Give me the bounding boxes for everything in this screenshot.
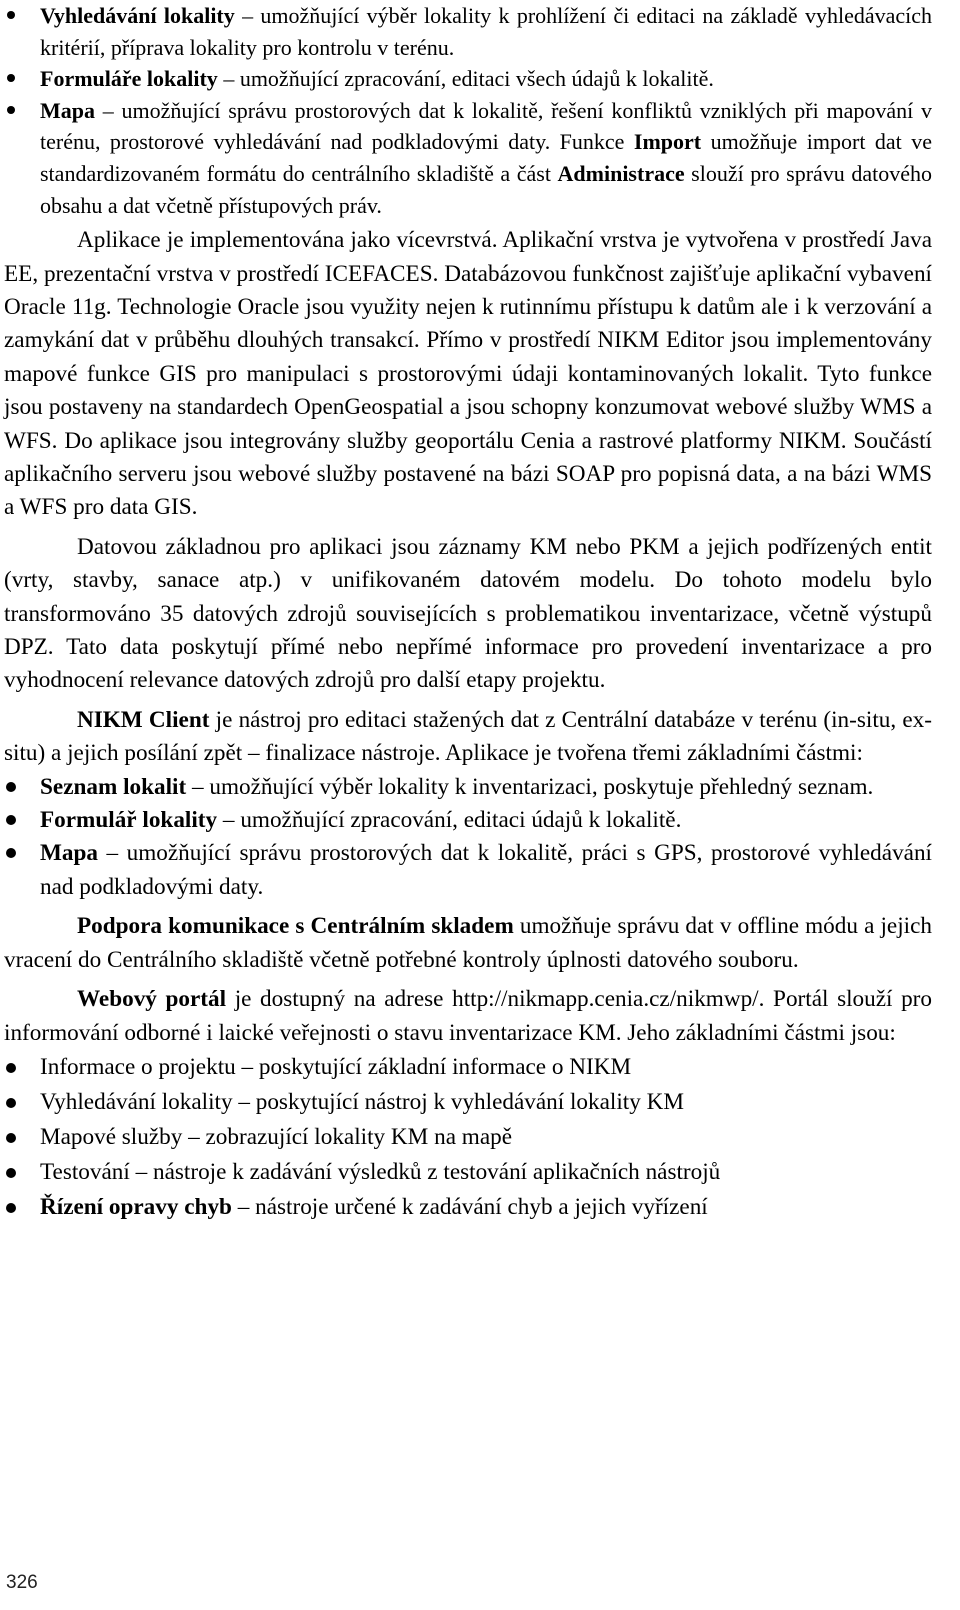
list-item-text: slouží pro správu datového obsahu a dat včetně přístupových práv. bbox=[40, 160, 933, 218]
list-item bbox=[4, 771, 932, 804]
list-item-term: Formulář lokality bbox=[40, 807, 218, 834]
list-item bbox=[4, 95, 932, 221]
list-item-text: – nástroje určené k zadávání chyb a jejich vyřízení bbox=[231, 1193, 708, 1220]
list-item bbox=[4, 1155, 932, 1190]
list-item-term: Mapa bbox=[40, 97, 95, 123]
paragraph-central-sync bbox=[4, 910, 932, 977]
paragraph-term: Podpora komunikace s Centrálním skladem bbox=[77, 913, 514, 940]
paragraph-term: NIKM Client bbox=[77, 706, 210, 733]
list-item bbox=[4, 837, 932, 904]
bullet-icon bbox=[6, 1133, 16, 1143]
paragraph-text: je dostupný na adrese bbox=[226, 986, 453, 1013]
portal-url-link[interactable]: http://nikmapp.cenia.cz/nikmwp/ bbox=[452, 986, 759, 1013]
list-item-term-import: Import bbox=[633, 129, 702, 155]
portal-parts-list bbox=[4, 1050, 932, 1225]
client-parts-list bbox=[4, 771, 932, 905]
list-item-term: Formuláře lokality bbox=[40, 66, 218, 92]
list-item bbox=[4, 63, 932, 95]
bullet-icon bbox=[6, 1063, 16, 1073]
list-item bbox=[4, 1120, 932, 1155]
bullet-icon bbox=[6, 815, 16, 825]
list-item bbox=[4, 0, 932, 63]
list-item-term: Řízení opravy chyb bbox=[40, 1193, 232, 1220]
page-number: 326 bbox=[6, 1572, 38, 1593]
list-item-text: umožňuje import dat ve standardizovaném formátu do centrálního skladiště a část bbox=[40, 129, 933, 186]
list-item-text: Mapové služby – zobrazující lokality KM na mapě bbox=[40, 1123, 512, 1150]
list-item bbox=[4, 1050, 932, 1085]
bullet-icon bbox=[6, 1098, 16, 1108]
paragraph-data-base: Datovou základnou pro aplikaci jsou záznamy KM nebo PKM a jejich podřízených entit (vrty, stavby, sanace atp.) v unifikovaném datovém modelu. Do tohoto modelu bylo transformováno 35 datových zdrojů souvisejících s problematikou inventarizace, včetně výstupů DPZ. Tato data poskytují přímé nebo nepřímé informace pro provedení inventarizace a pro vyhodnocení relevance datových zdrojů pro další etapy projektu. bbox=[4, 533, 932, 694]
list-item-text: Informace o projektu – poskytující základní informace o NIKM bbox=[40, 1053, 632, 1080]
editor-parts-list bbox=[4, 0, 932, 224]
list-item-term: Vyhledávání lokality bbox=[40, 3, 235, 28]
paragraph-nikm-client bbox=[4, 704, 932, 771]
bullet-icon bbox=[7, 74, 15, 82]
bullet-icon bbox=[6, 782, 16, 792]
list-item-term-administrace: Administrace bbox=[557, 160, 685, 186]
bullet-icon bbox=[6, 848, 16, 858]
list-item-text: Vyhledávání lokality – poskytující nástroj k vyhledávání lokality KM bbox=[40, 1088, 684, 1115]
bullet-icon bbox=[6, 1203, 16, 1213]
list-item bbox=[4, 1190, 932, 1225]
list-item-text: – umožňující zpracování, editaci všech údajů k lokalitě. bbox=[217, 66, 714, 92]
bullet-icon bbox=[7, 11, 15, 19]
list-item-text: Testování – nástroje k zadávání výsledků z testování aplikačních nástrojů bbox=[40, 1158, 721, 1185]
paragraph-text: je nástroj pro editaci stažených dat z Centrální databáze v terénu (in-situ, ex-situ) a jejich posílání zpět – finalizace nástroje. Aplikace je tvořena třemi základními částmi: bbox=[4, 706, 932, 767]
bullet-icon bbox=[7, 106, 15, 114]
list-item-text: – umožňující správu prostorových dat k lokalitě, práci s GPS, prostorové vyhledávání nad podkladovými daty. bbox=[40, 840, 932, 900]
page-body bbox=[4, 0, 932, 1225]
paragraph-term: Webový portál bbox=[77, 986, 227, 1013]
bullet-icon bbox=[6, 1168, 16, 1178]
paragraph-text: . Portál slouží pro informování odborné i laické veřejnosti o stavu inventarizace KM. Jeho základními částmi jsou: bbox=[4, 986, 933, 1046]
paragraph-web-portal bbox=[4, 983, 932, 1050]
list-item bbox=[4, 804, 932, 837]
list-item-text: – umožňující výběr lokality k prohlížení či editaci na základě vyhledávacích kritérií, příprava lokality pro kontrolu v terénu. bbox=[40, 3, 932, 60]
list-item-text: – umožňující správu prostorových dat k lokalitě, řešení konfliktů vzniklých při mapování v terénu, prostorové vyhledávání nad podkladovými daty. Funkce bbox=[40, 97, 932, 155]
list-item-text: – umožňující výběr lokality k inventarizaci, poskytuje přehledný seznam. bbox=[186, 773, 874, 800]
list-item-text: – umožňující zpracování, editaci údajů k lokalitě. bbox=[217, 807, 682, 834]
paragraph-architecture: Aplikace je implementována jako vícevrstvá. Aplikační vrstva je vytvořena v prostředí Java EE, prezentační vrstva v prostředí ICEFACES. Databázovou funkčnost zajišťuje aplikační vybavení Oracle 11g. Technologie Oracle jsou využity nejen k rutinnímu přístupu k datům ale i k verzování a zamykání dat v průběhu dlouhých transakcí. Přímo v prostředí NIKM Editor jsou implementovány mapové funkce GIS pro manipulaci s prostorovými údaji kontaminovaných lokalit. Tyto funkce jsou postaveny na standardech OpenGeospatial a jsou schopny konzumovat webové služby WMS a WFS. Do aplikace jsou integrovány služby geoportálu Cenia a rastrové platformy NIKM. Součástí aplikačního serveru jsou webové služby postavené na bázi SOAP pro popisná data, a na bázi WMS a WFS pro data GIS. bbox=[4, 227, 932, 521]
paragraph-text: umožňuje správu dat v offline módu a jejich vracení do Centrálního skladiště včetně potřebné kontroly úplnosti datového souboru. bbox=[4, 913, 932, 973]
list-item bbox=[4, 1085, 932, 1120]
list-item-term: Seznam lokalit bbox=[40, 773, 187, 800]
list-item-term: Mapa bbox=[40, 840, 98, 867]
